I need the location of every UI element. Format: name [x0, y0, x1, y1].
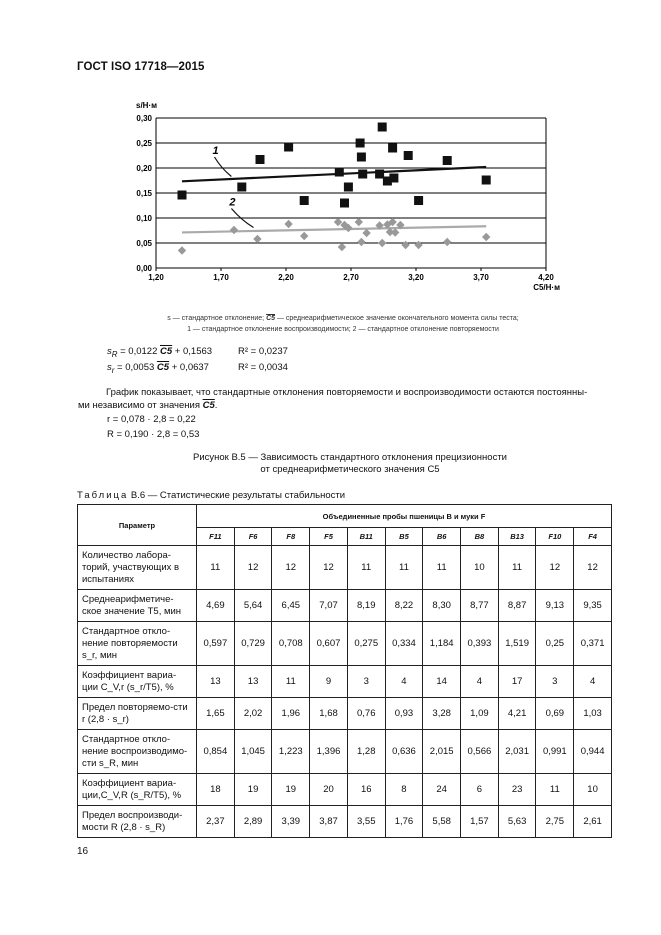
y-tick-label: 0,25	[136, 139, 152, 148]
eq1-coefficient: = 0,0122	[117, 346, 160, 357]
table-cell: 6,45	[272, 590, 310, 622]
data-point-diamond	[253, 235, 261, 243]
param-header: Параметр	[78, 505, 197, 546]
table-cell: 4	[385, 666, 423, 698]
data-point-square	[414, 196, 423, 205]
table-cell: 9,13	[536, 590, 574, 622]
data-point-square	[284, 143, 293, 152]
table-cell: 2,75	[536, 806, 574, 838]
data-point-diamond	[357, 238, 365, 246]
table-cell: 6	[461, 774, 499, 806]
table-cell: 0,636	[385, 730, 423, 774]
table-cell: 2,89	[234, 806, 272, 838]
y-tick-label: 0,10	[136, 214, 152, 223]
y-tick-label: 0,05	[136, 239, 152, 248]
row-label: Коэффициент вариа-ции,C_V,R (s_R/T5), %	[78, 774, 197, 806]
table-cell: 8,77	[461, 590, 499, 622]
data-point-square	[388, 144, 397, 153]
data-point-diamond	[391, 228, 399, 236]
chart-legend-line-2: 1 — стандартное отклонение воспроизводимости; 2 — стандартное отклонение повторяемости	[187, 326, 499, 333]
table-cell: 4	[461, 666, 499, 698]
table-row	[78, 730, 612, 774]
table-cell: 0,597	[197, 622, 235, 666]
y-tick-label: 0,20	[136, 164, 152, 173]
table-cell: 8,22	[385, 590, 423, 622]
table-cell: 14	[423, 666, 461, 698]
table-cell: 17	[498, 666, 536, 698]
table-row	[78, 590, 612, 622]
table-cell: 2,02	[234, 698, 272, 730]
table-cell: 1,519	[498, 622, 536, 666]
data-point-square	[404, 151, 413, 160]
table-row	[78, 666, 612, 698]
row-label: Среднеарифметиче-ское значение T5, мин	[78, 590, 197, 622]
table-row	[78, 698, 612, 730]
table-cell: 0,607	[310, 622, 348, 666]
data-point-square	[300, 196, 309, 205]
y-tick-label: 0,15	[136, 189, 152, 198]
equation-reproducibility	[107, 346, 212, 359]
table-cell: 8	[385, 774, 423, 806]
x-tick-label: 3,70	[473, 273, 489, 282]
eq1-subscript: R	[111, 349, 118, 359]
eq1-intercept: + 0,1563	[172, 346, 213, 357]
data-point-square	[375, 170, 384, 179]
x-tick-label: 2,20	[278, 273, 294, 282]
column-header: F6	[234, 528, 272, 546]
table-cell: 11	[536, 774, 574, 806]
column-header: B11	[347, 528, 385, 546]
eq2-mean-symbol: C5	[156, 362, 170, 373]
table-cell: 2,37	[197, 806, 235, 838]
table-cell: 0,93	[385, 698, 423, 730]
data-point-square	[178, 191, 187, 200]
table-cell: 2,031	[498, 730, 536, 774]
data-point-square	[237, 183, 246, 192]
x-tick-label: 4,20	[538, 273, 554, 282]
legend-mean-definition: — среднеарифметическое значение окончательного момента силы теста;	[275, 315, 519, 322]
column-header: B6	[423, 528, 461, 546]
table-cell: 9,35	[574, 590, 612, 622]
eq2-coefficient: = 0,0053	[114, 362, 157, 373]
data-point-diamond	[230, 226, 238, 234]
table-caption	[77, 490, 345, 501]
data-point-diamond	[414, 241, 422, 249]
table-cell: 5,63	[498, 806, 536, 838]
eq2-intercept: + 0,0637	[169, 362, 209, 373]
table-cell: 4	[574, 666, 612, 698]
table-body	[78, 546, 612, 838]
eq1-mean-symbol: C5	[160, 346, 173, 357]
table-cell: 1,96	[272, 698, 310, 730]
table-cell: 11	[385, 546, 423, 590]
table-cell: 11	[272, 666, 310, 698]
data-point-square	[340, 199, 349, 208]
table-cell: 13	[234, 666, 272, 698]
paragraph-text: График показывает, что стандартные отклонения повторяемости и воспроизводимости остаются постоянны-ми независимо от значения	[78, 387, 588, 411]
equation-r2-reproducibility: R² = 0,0237	[238, 346, 288, 357]
table-cell: 3,55	[347, 806, 385, 838]
table-cell: 11	[347, 546, 385, 590]
table-cell: 5,64	[234, 590, 272, 622]
table-caption-prefix: Таблица	[77, 490, 129, 501]
table-cell: 23	[498, 774, 536, 806]
row-label: Стандартное откло-нение повторяемости s_r, мин	[78, 622, 197, 666]
table-cell: 1,396	[310, 730, 348, 774]
table-cell: 0,991	[536, 730, 574, 774]
x-tick-label: 1,20	[148, 273, 164, 282]
table-cell: 1,045	[234, 730, 272, 774]
table-cell: 11	[498, 546, 536, 590]
table-cell: 2,61	[574, 806, 612, 838]
table-cell: 4,69	[197, 590, 235, 622]
figure-caption-line-2: от среднеарифметического значения C5	[260, 464, 440, 475]
row-label: Количество лабора-торий, участвующих в испытаниях	[78, 546, 197, 590]
table-row	[78, 806, 612, 838]
table-cell: 16	[347, 774, 385, 806]
table-cell: 24	[423, 774, 461, 806]
annotation-leader	[215, 157, 232, 177]
table-cell: 0,69	[536, 698, 574, 730]
table-cell: 12	[272, 546, 310, 590]
data-point-square	[378, 123, 387, 132]
table-cell: 12	[234, 546, 272, 590]
data-point-diamond	[401, 241, 409, 249]
table-cell: 8,19	[347, 590, 385, 622]
data-point-diamond	[443, 238, 451, 246]
table-cell: 1,76	[385, 806, 423, 838]
table-cell: 8,30	[423, 590, 461, 622]
table-cell: 3,28	[423, 698, 461, 730]
data-point-diamond	[178, 246, 186, 254]
table-cell: 9	[310, 666, 348, 698]
table-cell: 1,184	[423, 622, 461, 666]
table-cell: 0,854	[197, 730, 235, 774]
table-cell: 2,015	[423, 730, 461, 774]
table-cell: 12	[310, 546, 348, 590]
table-cell: 1,57	[461, 806, 499, 838]
data-point-square	[357, 153, 366, 162]
table-cell: 0,566	[461, 730, 499, 774]
table-cell: 1,223	[272, 730, 310, 774]
table-cell: 1,68	[310, 698, 348, 730]
data-point-square	[256, 155, 265, 164]
y-axis-label: s/Н·м	[136, 101, 158, 110]
eq1-symbol: s	[107, 346, 112, 357]
table-cell: 10	[574, 774, 612, 806]
annotation-label: 2	[229, 196, 236, 209]
eq2-symbol: s	[107, 362, 112, 373]
table-cell: 0,371	[574, 622, 612, 666]
table-cell: 12	[536, 546, 574, 590]
table-cell: 5,58	[423, 806, 461, 838]
table-cell: 12	[574, 546, 612, 590]
group-header: Объединенные пробы пшеницы B и муки F	[197, 505, 612, 528]
table-cell: 8,87	[498, 590, 536, 622]
table-cell: 10	[461, 546, 499, 590]
trendline-1	[182, 167, 486, 181]
x-tick-label: 2,70	[343, 273, 359, 282]
data-point-square	[443, 156, 452, 165]
equation-repeatability	[107, 362, 209, 375]
data-point-diamond	[355, 218, 363, 226]
data-point-square	[389, 174, 398, 183]
x-tick-label: 3,20	[408, 273, 424, 282]
data-point-square	[358, 170, 367, 179]
stability-table	[77, 504, 612, 838]
column-header: F4	[574, 528, 612, 546]
table-cell: 0,393	[461, 622, 499, 666]
data-point-diamond	[482, 233, 490, 241]
calc-reproducibility-limit: R = 0,190 · 2,8 = 0,53	[107, 429, 200, 440]
table-cell: 19	[272, 774, 310, 806]
y-tick-label: 0,30	[136, 114, 152, 123]
table-cell: 18	[197, 774, 235, 806]
x-axis-label: C5/Н·м	[533, 283, 560, 292]
data-point-diamond	[338, 243, 346, 251]
scatter-chart	[110, 96, 570, 296]
calc-repeatability-limit: r = 0,078 · 2,8 = 0,22	[107, 414, 196, 425]
column-header: F5	[310, 528, 348, 546]
table-row	[78, 622, 612, 666]
column-header: B13	[498, 528, 536, 546]
table-cell: 11	[423, 546, 461, 590]
data-point-square	[356, 139, 365, 148]
table-cell: 1,65	[197, 698, 235, 730]
table-cell: 1,03	[574, 698, 612, 730]
table-cell: 0,275	[347, 622, 385, 666]
table-cell: 3,87	[310, 806, 348, 838]
table-cell: 1,28	[347, 730, 385, 774]
legend-mean-symbol: C5	[266, 315, 276, 322]
table-cell: 1,09	[461, 698, 499, 730]
x-tick-label: 1,70	[213, 273, 229, 282]
row-label: Предел воспроизводи-мости R (2,8 · s_R)	[78, 806, 197, 838]
table-cell: 3	[536, 666, 574, 698]
data-point-diamond	[362, 229, 370, 237]
column-header: F10	[536, 528, 574, 546]
table-cell: 13	[197, 666, 235, 698]
table-cell: 0,76	[347, 698, 385, 730]
figure-caption-line-1: Рисунок В.5 — Зависимость стандартного отклонения прецизионности	[192, 452, 507, 463]
table-cell: 11	[197, 546, 235, 590]
page-number: 16	[77, 846, 89, 857]
table-cell: 7,07	[310, 590, 348, 622]
table-cell: 20	[310, 774, 348, 806]
table-cell: 4,21	[498, 698, 536, 730]
data-point-square	[335, 168, 344, 177]
table-cell: 3,39	[272, 806, 310, 838]
paragraph-mean-symbol: C5	[202, 399, 215, 411]
legend-s-definition: s — стандартное отклонение;	[167, 315, 267, 322]
table-row	[78, 546, 612, 590]
equation-r2-repeatability: R² = 0,0034	[238, 362, 288, 373]
column-header: F11	[197, 528, 235, 546]
table-cell: 0,708	[272, 622, 310, 666]
data-point-diamond	[300, 232, 308, 240]
table-cell: 0,334	[385, 622, 423, 666]
column-header: B5	[385, 528, 423, 546]
table-cell: 0,944	[574, 730, 612, 774]
eq2-subscript: r	[111, 365, 115, 375]
row-label: Предел повторяемо-сти r (2,8 · s_r)	[78, 698, 197, 730]
table-cell: 19	[234, 774, 272, 806]
table-cell: 0,729	[234, 622, 272, 666]
y-tick-label: 0,00	[136, 264, 152, 273]
table-caption-title: В.6 — Статистические результаты стабильности	[128, 490, 346, 501]
data-point-square	[344, 183, 353, 192]
chart-legend-line-1	[108, 313, 578, 324]
data-point-diamond	[284, 220, 292, 228]
document-header: ГОСТ ISO 17718—2015	[77, 61, 205, 73]
table-cell: 3	[347, 666, 385, 698]
data-point-square	[482, 176, 491, 185]
annotation-label: 1	[212, 145, 219, 157]
row-label: Коэффициент вариа-ции C_V,r (s_r/T5), %	[78, 666, 197, 698]
column-header: B8	[461, 528, 499, 546]
table-row	[78, 774, 612, 806]
table-cell: 0,25	[536, 622, 574, 666]
data-point-diamond	[378, 239, 386, 247]
row-label: Стандартное откло-нение воспроизводимо-сти s_R, мин	[78, 730, 197, 774]
trendline-2	[182, 226, 486, 232]
paragraph-end: .	[214, 399, 218, 411]
body-paragraph	[78, 387, 588, 412]
column-header: F8	[272, 528, 310, 546]
